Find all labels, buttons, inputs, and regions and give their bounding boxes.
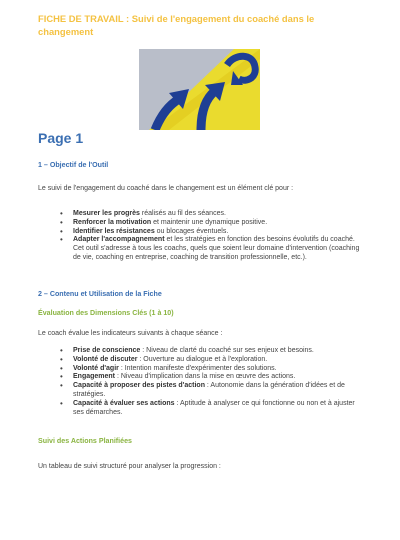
section-heading-objectif: 1 – Objectif de l'Outil: [38, 161, 109, 169]
section-heading-contenu: 2 – Contenu et Utilisation de la Fiche: [38, 290, 162, 298]
list-item: • Capacité à proposer des pistes d'action : Autonomie dans la génération d'idées et de stratégies.: [60, 382, 360, 400]
list-item: • Capacité à évaluer ses actions : Aptitude à analyser ce qui fonctionne ou non et à ajuster ses démarches.: [60, 400, 360, 418]
page-heading: Page 1: [38, 130, 84, 146]
list-item: • Volonté de discuter : Ouverture au dialogue et à l'exploration.: [60, 356, 360, 365]
list-item: • Renforcer la motivation et maintenir une dynamique positive.: [60, 219, 360, 228]
list-item: • Prise de conscience : Niveau de clarté du coaché sur ses enjeux et besoins.: [60, 347, 360, 356]
list-item: • Mesurer les progrès réalisés au fil des séances.: [60, 210, 360, 219]
list-item: • Engagement : Niveau d'implication dans la mise en œuvre des actions.: [60, 373, 360, 382]
dimensions-list: [60, 347, 360, 417]
list-item: • Adapter l'accompagnement et les stratégies en fonction des besoins évolutifs du coaché. Cet outil s'adresse à tous les coachs, quels que soient leur domaine d'intervention (coaching de vie, coaching en entreprise, coaching de transition professionnelle, etc.).: [60, 236, 360, 262]
dimensions-intro: Le coach évalue les indicateurs suivants à chaque séance :: [38, 330, 223, 337]
document-title: FICHE DE TRAVAIL : Suivi de l'engagement du coaché dans le changement: [38, 13, 315, 37]
list-item: • Identifier les résistances ou blocages éventuels.: [60, 228, 360, 237]
arrows-illustration: [139, 49, 260, 130]
actions-intro: Un tableau de suivi structuré pour analyser la progression :: [38, 463, 221, 470]
list-item: • Volonté d'agir : Intention manifeste d'expérimenter des solutions.: [60, 365, 360, 374]
subheading-dimensions: Évaluation des Dimensions Clés (1 à 10): [38, 309, 174, 317]
subheading-actions: Suivi des Actions Planifiées: [38, 437, 132, 445]
objectives-list: [60, 210, 360, 263]
section1-intro: Le suivi de l'engagement du coaché dans le changement est un élément clé pour :: [38, 185, 294, 192]
header-image: [139, 49, 260, 130]
